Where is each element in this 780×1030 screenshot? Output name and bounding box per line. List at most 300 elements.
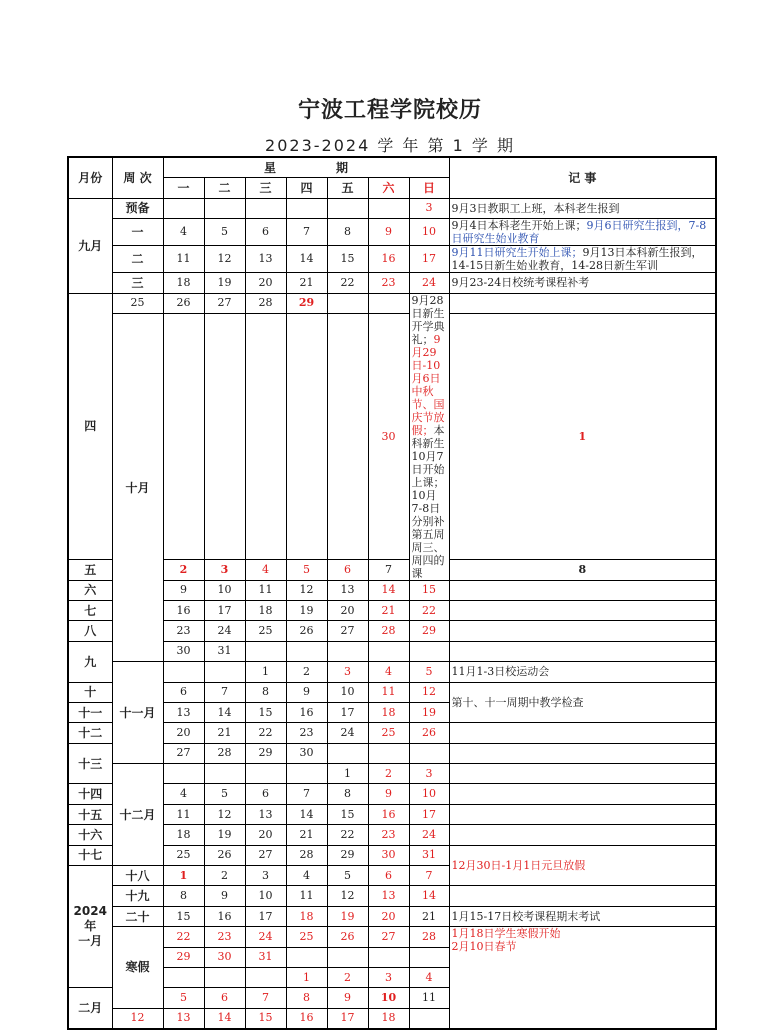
date-cell: 8: [327, 784, 368, 804]
date-cell: 25: [368, 723, 409, 743]
date-cell: 9: [286, 682, 327, 702]
date-cell: 14: [204, 702, 245, 722]
date-cell: [368, 743, 409, 763]
calendar-row: [68, 825, 716, 845]
calendar-row: [68, 198, 716, 218]
note-cell: [449, 927, 716, 1029]
date-cell: 21: [409, 906, 449, 926]
date-cell: 12: [204, 804, 245, 824]
date-cell: [286, 198, 327, 218]
date-cell: 24: [204, 621, 245, 641]
date-cell: [245, 641, 286, 661]
calendar-row: [68, 784, 716, 804]
date-cell: 24: [409, 825, 449, 845]
date-cell: [368, 293, 409, 313]
note-cell: [449, 219, 716, 246]
date-cell: 16: [204, 906, 245, 926]
note-text: 9月11日研究生开始上课；: [451, 246, 583, 260]
date-cell: 7: [286, 784, 327, 804]
weekday-group-header: [163, 157, 449, 178]
week-cell: 六: [68, 580, 112, 600]
date-cell: 25: [112, 293, 163, 313]
date-cell: 31: [245, 947, 286, 967]
date-cell: [327, 293, 368, 313]
week-cell: 十八: [112, 866, 163, 886]
note-cell: [449, 784, 716, 804]
date-cell: 28: [286, 845, 327, 865]
date-cell: 18: [245, 600, 286, 620]
date-cell: [368, 947, 409, 967]
date-cell: 4: [245, 560, 286, 580]
weekday-header: 三: [245, 178, 286, 198]
date-cell: [163, 662, 204, 682]
date-cell: [204, 764, 245, 784]
calendar-row: [68, 723, 716, 743]
month-cell: 十二月: [112, 764, 163, 866]
date-cell: 31: [409, 845, 449, 865]
date-cell: 28: [368, 621, 409, 641]
date-cell: 13: [327, 580, 368, 600]
month-header: 月份: [68, 157, 112, 198]
date-cell: 18: [163, 273, 204, 293]
week-cell: 八: [68, 621, 112, 641]
date-cell: 30: [204, 947, 245, 967]
date-cell: [163, 967, 204, 987]
date-cell: 11: [163, 804, 204, 824]
date-cell: 6: [204, 988, 245, 1008]
calendar-row: [68, 662, 716, 682]
date-cell: 5: [204, 219, 245, 246]
date-cell: 11: [368, 682, 409, 702]
date-cell: 7: [409, 866, 449, 886]
date-cell: [163, 764, 204, 784]
date-cell: 2: [368, 764, 409, 784]
date-cell: [286, 641, 327, 661]
note-cell: [449, 600, 716, 620]
date-cell: 17: [327, 702, 368, 722]
weekday-header: 五: [327, 178, 368, 198]
date-cell: 15: [245, 702, 286, 722]
date-cell: 1: [163, 866, 204, 886]
date-cell: 15: [409, 580, 449, 600]
date-cell: 13: [245, 246, 286, 273]
calendar-row: [68, 313, 716, 559]
calendar-row: [68, 845, 716, 865]
date-cell: [204, 662, 245, 682]
date-cell: 18: [163, 825, 204, 845]
date-cell: 8: [163, 886, 204, 906]
date-cell: 21: [286, 825, 327, 845]
date-cell: [368, 198, 409, 218]
date-cell: [327, 743, 368, 763]
date-cell: 20: [245, 825, 286, 845]
date-cell: [368, 641, 409, 661]
calendar-row: [68, 764, 716, 784]
note-cell: [409, 293, 449, 580]
date-cell: 12: [286, 580, 327, 600]
calendar-row: [68, 621, 716, 641]
date-cell: 1: [245, 662, 286, 682]
date-cell: 27: [245, 845, 286, 865]
weekday-group-label: 期: [336, 160, 349, 175]
date-cell: 3: [245, 866, 286, 886]
date-cell: [286, 313, 327, 559]
month-cell: 九月: [68, 198, 112, 293]
date-cell: 23: [204, 927, 245, 947]
note-cell: [449, 246, 716, 273]
date-cell: 11: [409, 988, 449, 1008]
date-cell: 10: [204, 580, 245, 600]
month-label: 2024年: [73, 904, 107, 934]
date-cell: 28: [245, 293, 286, 313]
date-cell: 29: [245, 743, 286, 763]
date-cell: 25: [245, 621, 286, 641]
week-cell: 十一: [68, 702, 112, 722]
date-cell: 19: [409, 702, 449, 722]
date-cell: 10: [409, 219, 449, 246]
date-cell: 14: [409, 886, 449, 906]
date-cell: 20: [327, 600, 368, 620]
date-cell: 8: [327, 219, 368, 246]
date-cell: 17: [245, 906, 286, 926]
date-cell: 26: [204, 845, 245, 865]
month-cell: [68, 866, 112, 988]
calendar-row: [68, 743, 716, 763]
date-cell: 3: [409, 764, 449, 784]
calendar-row: [68, 641, 716, 661]
date-cell: 2: [163, 560, 204, 580]
calendar-row: [68, 804, 716, 824]
date-cell: 24: [245, 927, 286, 947]
weekday-header: 日: [409, 178, 449, 198]
week-cell: 十四: [68, 784, 112, 804]
weekday-header: 二: [204, 178, 245, 198]
date-cell: 9: [204, 886, 245, 906]
date-cell: 14: [286, 804, 327, 824]
date-cell: 14: [286, 246, 327, 273]
note-cell: [449, 825, 716, 845]
date-cell: 22: [245, 723, 286, 743]
date-cell: [286, 947, 327, 967]
date-cell: 13: [245, 804, 286, 824]
week-cell: 一: [112, 219, 163, 246]
date-cell: 30: [368, 313, 409, 559]
date-cell: 11: [245, 580, 286, 600]
date-cell: 12: [204, 246, 245, 273]
calendar-row: [68, 560, 716, 580]
date-cell: 9: [368, 784, 409, 804]
date-cell: 22: [327, 273, 368, 293]
date-cell: [245, 313, 286, 559]
date-cell: 26: [409, 723, 449, 743]
date-cell: 25: [163, 845, 204, 865]
date-cell: [204, 313, 245, 559]
calendar-row: [68, 906, 716, 926]
date-cell: 5: [409, 662, 449, 682]
date-cell: 11: [286, 886, 327, 906]
date-cell: 10: [409, 784, 449, 804]
date-cell: 29: [327, 845, 368, 865]
note-cell: [449, 764, 716, 784]
week-cell: 十三: [68, 743, 112, 784]
date-cell: 5: [327, 866, 368, 886]
date-cell: 5: [286, 560, 327, 580]
calendar-title: 宁波工程学院校历: [297, 98, 482, 123]
calendar-row: [68, 219, 716, 246]
date-cell: 4: [163, 219, 204, 246]
date-cell: 23: [163, 621, 204, 641]
note-cell: 9月3日教职工上班，本科老生报到: [449, 198, 716, 218]
date-cell: 16: [286, 702, 327, 722]
date-cell: 10: [368, 988, 409, 1008]
date-cell: 18: [286, 906, 327, 926]
date-cell: 7: [204, 682, 245, 702]
date-cell: 27: [368, 927, 409, 947]
week-cell: 九: [68, 641, 112, 682]
note-text: 9月13日本科新生报到，14-15日新生始业教育，14-28日新生军训: [451, 246, 703, 273]
date-cell: 4: [286, 866, 327, 886]
date-cell: 6: [327, 560, 368, 580]
note-text: 9月4日本科老生开始上课；: [451, 219, 587, 233]
week-cell: 三: [112, 273, 163, 293]
date-cell: 6: [163, 682, 204, 702]
date-cell: 22: [163, 927, 204, 947]
note-cell: [449, 804, 716, 824]
week-cell: 十五: [68, 804, 112, 824]
date-cell: [327, 641, 368, 661]
note-cell: 12月30日-1月1日元旦放假: [449, 845, 716, 886]
date-cell: 2: [204, 866, 245, 886]
date-cell: 16: [368, 804, 409, 824]
date-cell: 29: [286, 293, 327, 313]
note-text: 本科新生10月7日开始上课；10月7-8日分别补第五周周三、周四的课: [411, 423, 445, 580]
date-cell: [409, 743, 449, 763]
note-cell: 11月1-3日校运动会: [449, 662, 716, 682]
date-cell: 15: [327, 804, 368, 824]
date-cell: 8: [286, 988, 327, 1008]
month-cell: 十月: [112, 313, 163, 661]
week-cell: 十: [68, 682, 112, 702]
note-text: 1月18日学生寒假开始: [451, 927, 561, 941]
date-cell: [245, 764, 286, 784]
date-cell: 25: [286, 927, 327, 947]
date-cell: 6: [368, 866, 409, 886]
date-cell: 12: [112, 1008, 163, 1029]
date-cell: 27: [163, 743, 204, 763]
calendar-row: [68, 682, 716, 702]
date-cell: 20: [245, 273, 286, 293]
date-cell: 26: [327, 927, 368, 947]
date-cell: 9: [163, 580, 204, 600]
date-cell: 13: [368, 886, 409, 906]
date-cell: [245, 967, 286, 987]
date-cell: 16: [368, 246, 409, 273]
note-text: 9月29日-10月6日中秋节、国庆节放假；: [411, 332, 445, 437]
note-cell: 1月15-17日校考课程期末考试: [449, 906, 716, 926]
date-cell: 17: [409, 246, 449, 273]
note-cell: [449, 723, 716, 743]
date-cell: [286, 764, 327, 784]
date-cell: 16: [286, 1008, 327, 1029]
date-cell: 27: [204, 293, 245, 313]
date-cell: 30: [368, 845, 409, 865]
calendar-subtitle: 2023-2024 学 年 第 1 学 期: [265, 136, 515, 155]
date-cell: 5: [204, 784, 245, 804]
date-cell: 26: [286, 621, 327, 641]
date-cell: 30: [163, 641, 204, 661]
note-text: 9月28日新生开学典礼；: [411, 293, 445, 346]
date-cell: 24: [409, 273, 449, 293]
date-cell: 12: [409, 682, 449, 702]
date-cell: 19: [204, 825, 245, 845]
date-cell: 8: [245, 682, 286, 702]
date-cell: 4: [163, 784, 204, 804]
date-cell: [327, 947, 368, 967]
date-cell: 1: [286, 967, 327, 987]
date-cell: 2: [327, 967, 368, 987]
date-cell: 12: [327, 886, 368, 906]
date-cell: 31: [204, 641, 245, 661]
calendar-row: [68, 580, 716, 600]
date-cell: 29: [163, 947, 204, 967]
week-cell: 七: [68, 600, 112, 620]
date-cell: 7: [286, 219, 327, 246]
note-cell: [449, 743, 716, 763]
date-cell: 17: [204, 600, 245, 620]
calendar-row: [68, 927, 716, 947]
note-text: 2月10日春节: [451, 940, 517, 954]
date-cell: 20: [368, 906, 409, 926]
month-label: 一月: [78, 934, 103, 949]
date-cell: 17: [409, 804, 449, 824]
date-cell: 13: [163, 1008, 204, 1029]
date-cell: 19: [286, 600, 327, 620]
date-cell: 8: [449, 560, 716, 580]
calendar-row: [68, 600, 716, 620]
date-cell: 19: [204, 273, 245, 293]
date-cell: 19: [327, 906, 368, 926]
weekday-header: 四: [286, 178, 327, 198]
date-cell: 22: [327, 825, 368, 845]
week-cell: 二: [112, 246, 163, 273]
calendar-row: [68, 293, 716, 313]
calendar-row: [68, 273, 716, 293]
weekday-group-label: 星: [264, 160, 277, 175]
date-cell: 14: [368, 580, 409, 600]
date-cell: 26: [163, 293, 204, 313]
date-cell: 22: [409, 600, 449, 620]
date-cell: 15: [245, 1008, 286, 1029]
weekday-header: 一: [163, 178, 204, 198]
week-cell: 二十: [112, 906, 163, 926]
note-cell: [449, 580, 716, 600]
notes-header: 记 事: [449, 157, 716, 198]
note-cell: [449, 621, 716, 641]
date-cell: 10: [327, 682, 368, 702]
note-cell: [449, 886, 716, 906]
date-cell: 2: [286, 662, 327, 682]
week-cell: 寒假: [112, 927, 163, 1009]
date-cell: 4: [368, 662, 409, 682]
date-cell: 16: [163, 600, 204, 620]
date-cell: 3: [204, 560, 245, 580]
date-cell: 15: [163, 906, 204, 926]
date-cell: 23: [368, 825, 409, 845]
date-cell: 18: [368, 702, 409, 722]
date-cell: [163, 198, 204, 218]
note-cell: [449, 641, 716, 661]
week-cell: 四: [68, 293, 112, 560]
note-cell: 9月23-24日校统考课程补考: [449, 273, 716, 293]
school-calendar-table: [67, 156, 717, 1030]
date-cell: 28: [204, 743, 245, 763]
date-cell: 4: [409, 967, 449, 987]
date-cell: 20: [163, 723, 204, 743]
date-cell: 14: [204, 1008, 245, 1029]
date-cell: 21: [286, 273, 327, 293]
date-cell: 30: [286, 743, 327, 763]
date-cell: 23: [368, 273, 409, 293]
date-cell: 3: [409, 198, 449, 218]
note-cell: 第十、十一周期中教学检查: [449, 682, 716, 723]
note-text: 9月6日研究生报到，7-8日研究生始业教育: [451, 219, 707, 246]
date-cell: 1: [449, 313, 716, 559]
date-cell: [204, 967, 245, 987]
calendar-row: [68, 246, 716, 273]
date-cell: 11: [163, 246, 204, 273]
week-cell: 十七: [68, 845, 112, 865]
week-cell: 五: [68, 560, 112, 580]
date-cell: 28: [409, 927, 449, 947]
date-cell: 3: [327, 662, 368, 682]
date-cell: [409, 641, 449, 661]
date-cell: 24: [327, 723, 368, 743]
date-cell: 17: [327, 1008, 368, 1029]
date-cell: [409, 947, 449, 967]
month-cell: 十一月: [112, 662, 163, 764]
calendar-row: [68, 886, 716, 906]
date-cell: 23: [286, 723, 327, 743]
date-cell: 29: [409, 621, 449, 641]
date-cell: 21: [368, 600, 409, 620]
month-cell: 二月: [68, 988, 112, 1029]
date-cell: 13: [163, 702, 204, 722]
date-cell: 21: [204, 723, 245, 743]
date-cell: 7: [245, 988, 286, 1008]
date-cell: 15: [327, 246, 368, 273]
date-cell: 18: [368, 1008, 409, 1029]
week-header: 周 次: [112, 157, 163, 198]
date-cell: 9: [327, 988, 368, 1008]
date-cell: [204, 198, 245, 218]
date-cell: 27: [327, 621, 368, 641]
date-cell: 6: [245, 784, 286, 804]
date-cell: 5: [163, 988, 204, 1008]
weekday-header: 六: [368, 178, 409, 198]
date-cell: 7: [368, 560, 409, 580]
week-cell: 预备: [112, 198, 163, 218]
date-cell: [327, 198, 368, 218]
week-cell: 十六: [68, 825, 112, 845]
date-cell: 10: [245, 886, 286, 906]
week-cell: 十二: [68, 723, 112, 743]
date-cell: [327, 313, 368, 559]
date-cell: 6: [245, 219, 286, 246]
date-cell: 3: [368, 967, 409, 987]
date-cell: [245, 198, 286, 218]
date-cell: 1: [327, 764, 368, 784]
date-cell: [163, 313, 204, 559]
